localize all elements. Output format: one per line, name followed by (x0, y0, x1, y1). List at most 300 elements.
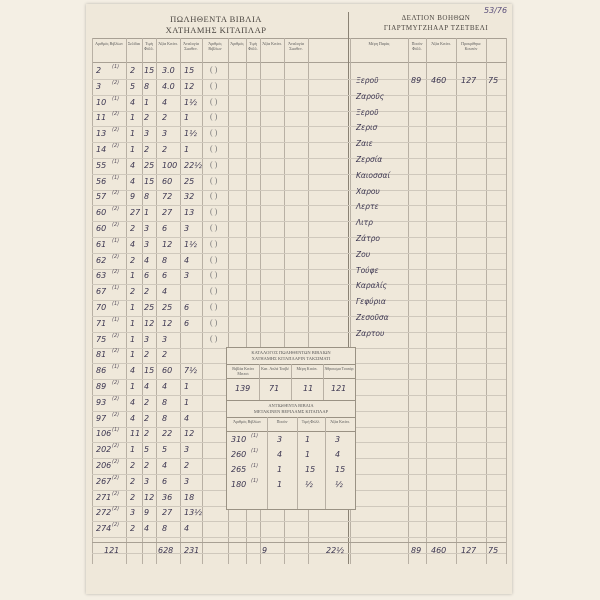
row-c2: 2 (144, 287, 150, 297)
row-sub: (2) (112, 474, 120, 481)
summary-box-title-2: ΧΑΤΗΑΜΗΣ ΚΙΤΑΠΛΑΡΙΝ ΤΑΚΣΙΜΑΤΙ (251, 356, 331, 361)
row-sub: (2) (112, 190, 120, 197)
row-c4: 1 (184, 113, 190, 123)
right-first-r2: 460 (431, 76, 447, 85)
row-c4: 1 (184, 382, 190, 391)
row-num: 13 (96, 129, 107, 139)
row-num: 57 (96, 192, 107, 202)
row-c1: 2 (130, 461, 136, 470)
row-c2: 3 (144, 224, 150, 233)
returned-b: 4 (277, 450, 283, 459)
row-num: 106 (96, 429, 112, 439)
row-c3: 60 (162, 366, 173, 376)
column-header: Σελίδαι (127, 41, 141, 46)
row-c1: 2 (130, 476, 136, 486)
row-num: 60 (96, 224, 107, 233)
summary-val-4: 121 (331, 384, 347, 393)
row-c2: 25 (144, 160, 155, 170)
total-r1: 89 (411, 546, 422, 555)
row-c4: 3 (184, 271, 190, 281)
row-c1: 1 (130, 303, 136, 312)
row-sub: (2) (112, 459, 120, 465)
row-rule (92, 537, 506, 538)
row-c4: 2 (184, 461, 190, 470)
row-c1: 3 (130, 508, 136, 518)
right-name: Ζαρτου (356, 328, 385, 338)
row-c3: 2 (162, 113, 168, 123)
row-sub: (2) (112, 506, 120, 513)
row-c2: 2 (144, 145, 150, 154)
row-c2: 2 (144, 429, 150, 439)
row-sub: (2) (112, 269, 120, 276)
row-num: 14 (96, 145, 107, 154)
column-header: Ποσὸν Φύλλ. (411, 41, 423, 51)
returned-col-3 (325, 417, 326, 509)
right-first-r4: 75 (488, 76, 499, 85)
summary-box (226, 347, 356, 401)
total-r2: 460 (431, 546, 447, 555)
returned-b: 1 (277, 480, 283, 489)
row-num: 70 (96, 303, 107, 312)
returned-c: ½ (305, 480, 313, 489)
row-c1: 1 (130, 382, 136, 391)
blank-parens: ( ) (210, 96, 218, 106)
row-sub: (2) (112, 206, 120, 213)
row-rule (92, 300, 506, 301)
row-num: 71 (96, 318, 107, 328)
returned-b: 1 (277, 465, 283, 474)
row-c2: 3 (144, 239, 150, 249)
row-c1: 1 (130, 334, 136, 344)
returned-sub: (1) (251, 463, 259, 469)
row-num: 11 (96, 113, 107, 123)
blank-parens: ( ) (210, 128, 218, 138)
row-c4: 4 (184, 524, 190, 534)
row-c3: 22 (162, 429, 173, 439)
row-num: 93 (96, 397, 107, 407)
header-bottom-rule (92, 62, 506, 63)
returned-hdr-3: Τιμὴ Φύλλ. (301, 419, 321, 424)
row-c2: 2 (144, 397, 150, 407)
row-sub: (1) (112, 427, 120, 434)
row-sub: (2) (112, 490, 120, 497)
row-c1: 2 (130, 287, 136, 297)
blank-parens: ( ) (210, 65, 218, 74)
right-name: Ζεσοῦσα (356, 313, 389, 322)
row-sub: (1) (112, 237, 120, 244)
column-header: Τιμὴ Φύλλ. (144, 41, 154, 51)
totals-rule (92, 542, 506, 543)
blank-parens: ( ) (210, 144, 218, 153)
column-header: Ἀξία Κιτάπ. (158, 41, 178, 46)
returned-c: 15 (305, 465, 316, 474)
row-c1: 4 (130, 160, 136, 170)
right-name: Ζάτρο (356, 234, 380, 243)
row-c3: 8 (162, 413, 168, 423)
row-c3: 5 (162, 445, 168, 455)
row-c1: 27 (130, 208, 141, 218)
right-first-r1: 89 (411, 76, 422, 85)
blank-parens: ( ) (210, 286, 218, 296)
row-num: 2 (96, 66, 102, 75)
blank-parens: ( ) (210, 207, 218, 217)
row-c2: 12 (144, 492, 155, 502)
row-c2: 4 (144, 524, 150, 534)
row-c2: 15 (144, 176, 155, 186)
row-num: 271 (96, 492, 112, 502)
blank-parens: ( ) (210, 112, 218, 122)
total-r3: 127 (461, 546, 477, 555)
row-c1: 2 (130, 492, 136, 502)
row-sub: (2) (112, 127, 120, 134)
row-num: 55 (96, 160, 107, 170)
row-c1: 5 (130, 81, 136, 91)
returned-a: 310 (231, 435, 247, 444)
right-name: Καιοσσαί (356, 170, 390, 180)
row-c1: 2 (130, 255, 136, 265)
row-c3: 3 (162, 129, 168, 139)
row-num: 61 (96, 239, 107, 249)
blank-parens: ( ) (210, 254, 218, 264)
returned-title-2: ΜΕΤΑΚΙΝΕΝ ΒΕΡΙΛΑΜΣ ΚΙΤΑΠΛΑΡ (253, 409, 329, 414)
row-c4: 1 (184, 397, 190, 407)
row-c1: 1 (130, 350, 136, 360)
row-sub: (1) (112, 158, 120, 165)
row-sub: (2) (112, 443, 120, 450)
right-name: Ζερσία (356, 155, 383, 164)
row-num: 67 (96, 287, 107, 297)
row-c1: 9 (130, 192, 136, 202)
row-c2: 15 (144, 366, 155, 376)
returned-d: 4 (335, 450, 341, 459)
row-sub: (1) (112, 285, 120, 292)
returned-books-box (226, 400, 356, 510)
row-c2: 2 (144, 413, 150, 423)
row-c3: 27 (162, 508, 173, 518)
row-c3: 8 (162, 255, 168, 265)
row-c1: 2 (130, 224, 136, 233)
row-c4: 13½ (184, 508, 202, 518)
row-sub: (2) (112, 79, 120, 86)
row-rule (92, 190, 506, 191)
row-rule (92, 521, 506, 522)
row-num: 89 (96, 382, 107, 391)
row-c2: 15 (144, 66, 155, 75)
returned-d: 15 (335, 465, 346, 474)
row-c1: 4 (130, 413, 136, 423)
right-name: Λιτρ (356, 218, 373, 228)
row-c3: 4 (162, 461, 168, 470)
row-c1: 1 (130, 445, 136, 455)
returned-hdr-4: Ἀξία Κιτάπ. (330, 419, 350, 424)
blank-parens: ( ) (210, 270, 218, 280)
row-c3: 6 (162, 271, 168, 281)
row-rule (92, 111, 506, 112)
row-c4: 1½ (184, 239, 197, 249)
row-c4: 6 (184, 318, 190, 328)
row-c3: 6 (162, 224, 168, 233)
row-rule (92, 205, 506, 206)
blank-parens: ( ) (210, 333, 218, 343)
returned-hdr-2: Ποσὸν (276, 419, 288, 424)
returned-rule-1 (227, 417, 355, 418)
row-num: 274 (96, 524, 112, 534)
row-c3: 4.0 (162, 81, 175, 91)
row-c2: 2 (144, 350, 150, 360)
row-num: 75 (96, 334, 107, 344)
row-num: 3 (96, 81, 102, 91)
row-c2: 2 (144, 461, 150, 470)
row-rule (92, 221, 506, 222)
summary-hdr-2: Κατ. Απλά Τεσβέ (261, 366, 289, 371)
right-name: Ζου (356, 249, 371, 259)
blank-parens: ( ) (210, 302, 218, 311)
row-c1: 4 (130, 97, 136, 107)
summary-hdr-3: Μέρη Κιτάπ. (296, 366, 318, 371)
returned-a: 260 (231, 450, 247, 459)
row-c2: 9 (144, 508, 150, 518)
row-c2: 5 (144, 445, 150, 455)
returned-sub: (1) (251, 448, 259, 454)
total-c1: 121 (104, 546, 120, 555)
row-c3: 8 (162, 524, 168, 534)
row-c1: 2 (130, 524, 136, 534)
row-rule (92, 142, 506, 143)
column-rule (506, 38, 507, 564)
row-c3: 2 (162, 350, 168, 360)
returned-c: 1 (305, 450, 311, 459)
row-c4: 3 (184, 445, 190, 455)
row-c4: 7½ (184, 366, 197, 376)
summary-hdr-1: Βιβλία Κιτάπ Μιτεσι (232, 366, 254, 376)
row-c3: 2 (162, 145, 168, 154)
row-c2: 3 (144, 129, 150, 139)
right-name: Ζερισ (356, 123, 378, 133)
row-num: 86 (96, 366, 107, 376)
row-c2: 8 (144, 81, 150, 91)
row-rule (92, 237, 506, 238)
column-header: Ἀναλογία Σωσθεν. (288, 41, 304, 51)
row-c4: 3 (184, 224, 190, 233)
row-c3: 4 (162, 382, 168, 391)
row-c1: 1 (130, 271, 136, 281)
right-title-1: ΔΕΛΤΙΟΝ ΒΟΗΘΩΝ (401, 14, 471, 22)
row-c2: 3 (144, 334, 150, 344)
blank-parens: ( ) (210, 80, 218, 90)
row-c3: 25 (162, 303, 173, 312)
row-c3: 3.0 (162, 66, 175, 75)
column-header: Προκρίθηκε Κουπόν (461, 41, 481, 51)
returned-b: 3 (277, 435, 283, 444)
row-c4: 32 (184, 192, 195, 202)
row-sub: (2) (112, 222, 120, 228)
row-sub: (2) (112, 332, 120, 339)
row-c4: 12 (184, 81, 195, 91)
total-c4: 231 (184, 546, 200, 555)
row-c2: 2 (144, 113, 150, 123)
row-rule (92, 269, 506, 270)
row-num: 56 (96, 176, 107, 186)
row-c4: 12 (184, 429, 195, 439)
row-c3: 100 (162, 160, 178, 170)
returned-sub: (1) (251, 433, 259, 439)
row-c2: 25 (144, 303, 155, 312)
row-num: 62 (96, 255, 107, 265)
row-rule (92, 332, 506, 333)
row-c3: 3 (162, 334, 168, 344)
row-num: 272 (96, 508, 112, 518)
summary-val-2: 71 (269, 384, 280, 393)
blank-parens: ( ) (210, 191, 218, 201)
row-sub: (2) (112, 143, 120, 149)
row-c4: 1½ (184, 97, 197, 107)
total-mid2: 22½ (326, 546, 344, 555)
row-c4: 22½ (184, 160, 202, 170)
row-c3: 6 (162, 476, 168, 486)
column-header: Ἀξία Κιτάπ. (431, 41, 451, 46)
row-c2: 12 (144, 318, 155, 328)
total-r4: 75 (488, 546, 499, 555)
row-c1: 1 (130, 318, 136, 328)
row-num: 202 (96, 445, 112, 455)
row-c4: 6 (184, 303, 190, 312)
column-header: Ἀξία Κιτάπ. (262, 41, 282, 46)
returned-a: 265 (231, 465, 247, 474)
blank-parens: ( ) (210, 238, 218, 248)
blank-parens: ( ) (210, 159, 218, 169)
row-c1: 1 (130, 145, 136, 154)
row-sub: (2) (112, 253, 120, 260)
row-c2: 8 (144, 192, 150, 202)
row-c1: 11 (130, 429, 141, 439)
returned-col-1 (267, 417, 268, 509)
right-name: Γεφύρια (356, 297, 386, 307)
row-sub: (1) (112, 64, 120, 70)
returned-c: 1 (305, 435, 311, 444)
row-rule (92, 158, 506, 159)
row-rule (92, 95, 506, 96)
row-c4: 4 (184, 255, 190, 265)
row-c3: 12 (162, 239, 173, 249)
summary-val-1: 139 (235, 384, 251, 393)
total-mid1: 9 (262, 546, 268, 555)
row-c2: 4 (144, 255, 150, 265)
row-num: 63 (96, 271, 107, 281)
row-num: 97 (96, 413, 107, 423)
ledger-sheet (86, 4, 512, 594)
blank-parens: ( ) (210, 223, 218, 232)
row-num: 81 (96, 350, 107, 360)
right-title-2: ΓΙΑΡΤΜΥΓΖΗΑΑΡ ΤΖΕΤΒΕΛΙ (383, 24, 489, 32)
row-rule (92, 284, 506, 285)
row-c2: 1 (144, 208, 150, 218)
left-title-1: ΠΩΛΗΘΕΝΤΑ ΒΙΒΛΙΑ (170, 14, 262, 24)
row-num: 60 (96, 208, 107, 218)
row-sub: (1) (112, 364, 120, 371)
row-c3: 60 (162, 176, 173, 186)
row-sub: (1) (112, 174, 120, 181)
row-sub: (1) (112, 95, 120, 102)
corner-note: 53/76 (484, 6, 508, 15)
row-c1: 1 (130, 113, 136, 123)
row-sub: (1) (112, 301, 120, 307)
row-rule (92, 316, 506, 317)
row-rule (92, 126, 506, 127)
right-name: Τούφε (356, 265, 379, 275)
row-c4: 4 (184, 413, 190, 423)
row-c3: 4 (162, 287, 168, 297)
summary-val-3: 11 (303, 384, 314, 393)
row-c2: 4 (144, 382, 150, 391)
right-name: Ζαιε (356, 139, 373, 149)
row-c3: 27 (162, 208, 173, 218)
returned-hdr-1: Ἀριθμὸς Βιβλίων (233, 419, 261, 424)
row-rule (92, 253, 506, 254)
row-c3: 8 (162, 397, 168, 407)
row-c3: 36 (162, 492, 173, 502)
returned-rule-2 (227, 431, 355, 432)
total-c3: 628 (158, 546, 174, 555)
row-sub: (2) (112, 411, 120, 418)
row-c2: 3 (144, 476, 150, 486)
row-c1: 2 (130, 66, 136, 75)
right-name: Χαρου (356, 186, 380, 196)
blank-parens: ( ) (210, 175, 218, 185)
returned-title-1: ΑΝΤΙΩΘΕΝΤΑ ΒΙΒΛΙΑ (268, 403, 314, 408)
right-name: Ζαροῦς (356, 91, 385, 101)
row-c2: 1 (144, 97, 150, 107)
row-c1: 1 (130, 129, 136, 139)
row-num: 206 (96, 461, 112, 470)
row-sub: (2) (112, 395, 120, 402)
row-c4: 25 (184, 176, 195, 186)
summary-box-title-1: ΚΑΤΑΛΟΓΟΣ ΠΩΛΗΘΕΝΤΩΝ ΒΙΒΛΙΩΝ (251, 350, 331, 355)
row-c4: 1 (184, 145, 190, 154)
row-c3: 72 (162, 192, 173, 202)
column-header: Ἀριθμὸς (230, 41, 244, 46)
row-c1: 4 (130, 397, 136, 407)
row-c4: 1½ (184, 129, 197, 139)
returned-d: ½ (335, 480, 343, 489)
right-name: Ξεροῦ (356, 76, 379, 85)
returned-sub: (1) (251, 478, 259, 484)
row-c3: 12 (162, 318, 173, 328)
blank-parens: ( ) (210, 317, 218, 327)
column-header: Μέρη Παρὰς (368, 41, 390, 46)
left-title-2: ΧΑΤΗΑΜΗΣ ΚΙΤΑΠΛΑΡ (165, 25, 267, 35)
column-header: Ἀριθμὸς Βιβλίων (208, 41, 222, 51)
right-name: Ξεροῦ (356, 107, 379, 117)
row-c4: 3 (184, 476, 190, 486)
summary-hdr-4: Ἀθροισμα Τουτάρ (324, 366, 354, 371)
returned-col-2 (297, 417, 298, 509)
header-top-rule (92, 38, 506, 39)
row-c4: 15 (184, 66, 195, 75)
row-sub: (2) (112, 348, 120, 355)
row-num: 10 (96, 97, 107, 107)
row-c3: 4 (162, 97, 168, 107)
row-num: 267 (96, 476, 112, 486)
column-header: Τιμὴ Φύλλ. (248, 41, 258, 51)
right-name: Λερτε (356, 202, 379, 212)
right-first-r3: 127 (461, 76, 477, 85)
row-c4: 18 (184, 492, 195, 502)
row-sub: (2) (112, 111, 120, 118)
row-sub: (2) (112, 380, 120, 386)
column-header: Ἀναλογία Σωσθεν. (183, 41, 199, 51)
column-header: Αριθμὸς Βιβλίων (95, 41, 123, 46)
returned-a: 180 (231, 480, 247, 489)
